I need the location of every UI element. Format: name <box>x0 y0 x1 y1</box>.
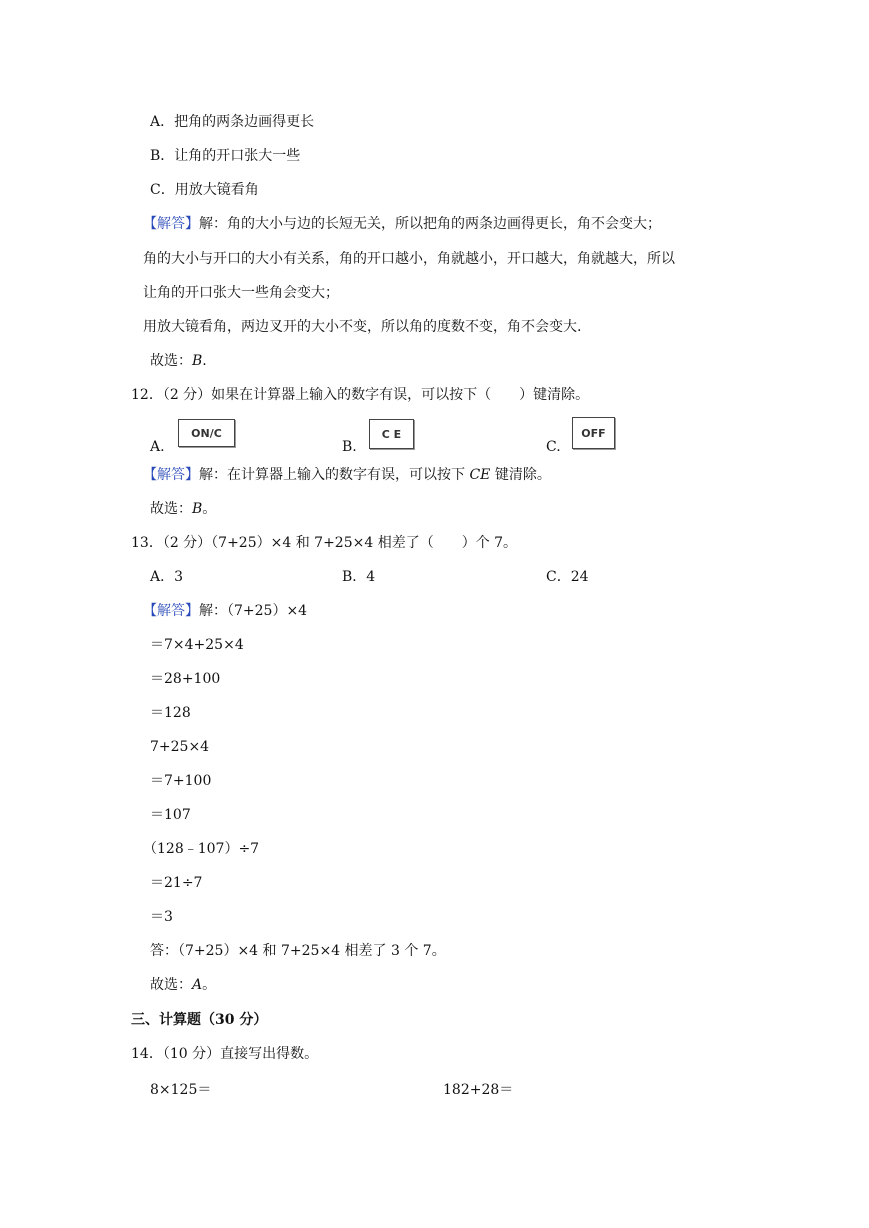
choice-prefix: 故选： <box>150 353 192 369</box>
q12-stem: 12．（2 分）如果在计算器上输入的数字有误，可以按下（ ）键清除。 <box>131 387 590 403</box>
q11-choice <box>150 351 207 371</box>
q13-answer-line-1 <box>143 601 307 621</box>
q12-answer-key: CE <box>469 467 491 483</box>
q13-option-c: C．24 <box>546 569 589 585</box>
choice-letter: A <box>192 977 203 993</box>
q13-step: ＝3 <box>150 909 173 925</box>
q11-option-b: B．让角的开口张大一些 <box>150 148 301 164</box>
choice-end: 。 <box>202 977 217 993</box>
choice-end: 。 <box>202 501 217 517</box>
q13-step: ＝7×4+25×4 <box>150 637 244 653</box>
q13-step: ＝107 <box>150 807 191 823</box>
answer-tag: 【解答】 <box>143 216 199 232</box>
q14-item-2: 182+28＝ <box>443 1082 514 1098</box>
choice-letter: B <box>192 501 203 517</box>
q12-answer-line <box>143 465 551 485</box>
q13-option-b: B．4 <box>342 569 376 585</box>
q12-answer-post: 键清除。 <box>490 467 551 483</box>
q12-choice <box>150 499 216 519</box>
q11-answer-text-1: 解：角的大小与边的长短无关，所以把角的两条边画得更长，角不会变大； <box>199 216 661 232</box>
q13-step: ＝21÷7 <box>150 875 203 891</box>
q12-answer-pre: 解：在计算器上输入的数字有误，可以按下 <box>199 467 470 483</box>
q11-answer-line-2: 角的大小与开口的大小有关系，角的开口越小，角就越小，开口越大，角就越大，所以 <box>143 251 675 267</box>
q13-conclusion: 答：（7+25）×4 和 7+25×4 相差了 3 个 7。 <box>150 943 446 959</box>
q13-stem: 13．（2 分）（7+25）×4 和 7+25×4 相差了（ ）个 7。 <box>131 535 518 551</box>
q14-item-1: 8×125＝ <box>150 1082 212 1098</box>
q14-stem: 14．（10 分）直接写出得数。 <box>131 1046 319 1062</box>
answer-tag: 【解答】 <box>143 603 199 619</box>
choice-prefix: 故选： <box>150 501 192 517</box>
choice-letter: B <box>192 353 203 369</box>
on-c-key-icon: ON/C <box>178 419 235 447</box>
q12-option-a-label: A. <box>150 439 165 455</box>
q13-step: 7+25×4 <box>150 739 210 755</box>
q12-option-b-label: B. <box>342 439 357 455</box>
q13-option-a: A．3 <box>150 569 184 585</box>
q13-step: ＝28+100 <box>150 671 221 687</box>
q13-choice <box>150 975 216 995</box>
answer-tag: 【解答】 <box>143 467 199 483</box>
choice-prefix: 故选： <box>150 977 192 993</box>
q11-option-a: A．把角的两条边画得更长 <box>150 114 315 130</box>
q11-answer-line-3: 让角的开口张大一些角会变大； <box>143 285 339 301</box>
section-heading: 三、计算题（30 分） <box>131 1012 268 1028</box>
q13-step: ＝7+100 <box>150 773 212 789</box>
q13-step: （128﹣107）÷7 <box>143 841 260 857</box>
q11-option-c: C．用放大镜看角 <box>150 182 259 198</box>
q13-step: 解：（7+25）×4 <box>199 603 308 619</box>
q11-answer-line-4: 用放大镜看角，两边叉开的大小不变，所以角的度数不变，角不会变大. <box>143 319 582 335</box>
off-key-icon: OFF <box>572 417 615 449</box>
ce-key-icon: C E <box>369 419 414 449</box>
q11-answer-line-1 <box>143 214 661 234</box>
q13-step: ＝128 <box>150 705 191 721</box>
choice-end: . <box>202 353 207 369</box>
q12-option-c-label: C. <box>546 439 561 455</box>
